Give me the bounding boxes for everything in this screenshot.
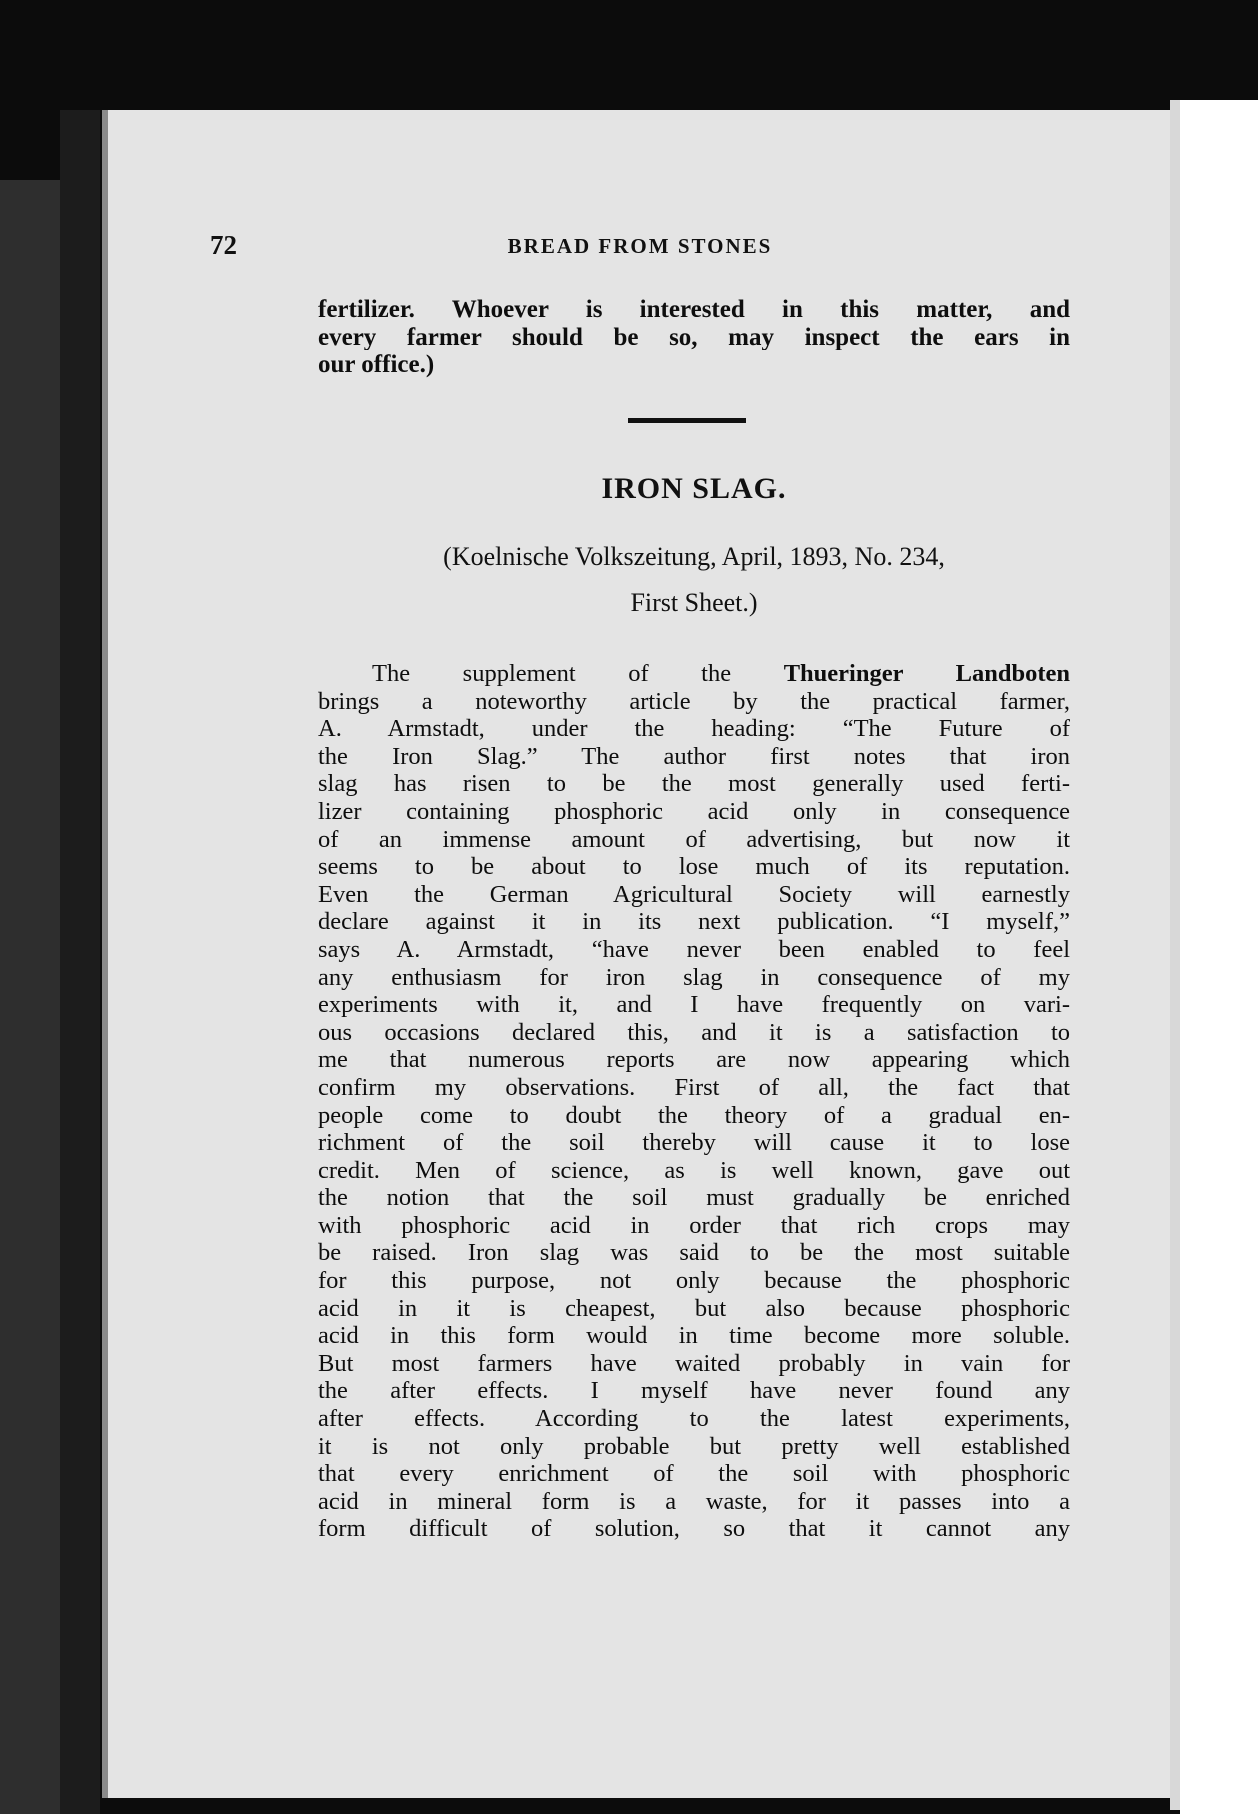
page-number: 72 <box>210 230 237 260</box>
book-title: BREAD FROM STONES <box>507 234 773 258</box>
text-line: for this purpose, not only because the phosphoric <box>318 1267 1070 1295</box>
text-line: the Iron Slag.” The author first notes that iron <box>318 742 1070 770</box>
text-line: ous occasions declared this, and it is a satisfaction to <box>318 1018 1070 1046</box>
body-paragraph <box>318 660 1070 1543</box>
text-line: lizer containing phosphoric acid only in consequence <box>318 797 1070 825</box>
text-line: credit. Men of science, as is well known, gave out <box>318 1156 1070 1184</box>
page-gutter <box>1170 100 1180 1810</box>
text-line: richment of the soil thereby will cause it to lose <box>318 1129 1070 1157</box>
facing-page <box>1180 100 1258 1814</box>
text-line: our office.) <box>318 351 435 378</box>
newspaper-name: Thueringer Landboten <box>783 660 1070 687</box>
text-line: of an immense amount of advertising, but now it <box>318 825 1070 853</box>
text-line: brings a noteworthy article by the practical farmer, <box>318 687 1070 715</box>
text-line: A. Armstadt, under the heading: “The Future of <box>318 715 1070 743</box>
text-line: says A. Armstadt, “have never been enabled to feel <box>318 935 1070 963</box>
book-edge-left <box>0 180 60 1814</box>
text-line: it is not only probable but pretty well established <box>318 1432 1070 1460</box>
text-line: the after effects. I myself have never found any <box>318 1377 1070 1405</box>
text-line: any enthusiasm for iron slag in consequence of my <box>318 963 1070 991</box>
text-line: with phosphoric acid in order that rich crops may <box>318 1211 1070 1239</box>
text-line: be raised. Iron slag was said to be the most suitable <box>318 1239 1070 1267</box>
text-line: acid in it is cheapest, but also because phosphoric <box>318 1294 1070 1322</box>
carry-over-paragraph <box>318 295 1070 378</box>
text-line: seems to be about to lose much of its reputation. <box>318 853 1070 881</box>
text-line: slag has risen to be the most generally used ferti- <box>318 770 1070 798</box>
text-line: But most farmers have waited probably in vain for <box>318 1349 1070 1377</box>
section-divider <box>628 418 746 423</box>
text-line: me that numerous reports are now appearing which <box>318 1046 1070 1074</box>
text-line: every farmer should be so, may inspect the ears in <box>318 323 1070 351</box>
text-line: confirm my observations. First of all, the fact that <box>318 1073 1070 1101</box>
text-line: acid in this form would in time become more soluble. <box>318 1322 1070 1350</box>
text-line: form difficult of solution, so that it cannot any <box>318 1515 1070 1543</box>
text-fragment: The supplement of the <box>372 660 784 687</box>
section-heading: IRON SLAG. <box>601 472 787 505</box>
text-line-first <box>318 660 1070 688</box>
text-line: fertilizer. Whoever is interested in this matter, and <box>318 296 1070 323</box>
running-head <box>210 230 1070 264</box>
text-line: after effects. According to the latest experiments, <box>318 1405 1070 1433</box>
source-citation-continued: First Sheet.) <box>630 588 758 617</box>
text-line: Even the German Agricultural Society will earnestly <box>318 880 1070 908</box>
text-line: acid in mineral form is a waste, for it passes into a <box>318 1487 1070 1515</box>
text-line: declare against it in its next publication. “I myself,” <box>318 908 1070 936</box>
book-edge-shadow <box>60 110 100 1814</box>
text-line: that every enrichment of the soil with phosphoric <box>318 1460 1070 1488</box>
text-line: experiments with it, and I have frequently on vari- <box>318 991 1070 1019</box>
source-citation: (Koelnische Volkszeitung, April, 1893, No. 234, <box>443 542 945 571</box>
text-line: the notion that the soil must gradually be enriched <box>318 1184 1070 1212</box>
text-line: people come to doubt the theory of a gradual en- <box>318 1101 1070 1129</box>
